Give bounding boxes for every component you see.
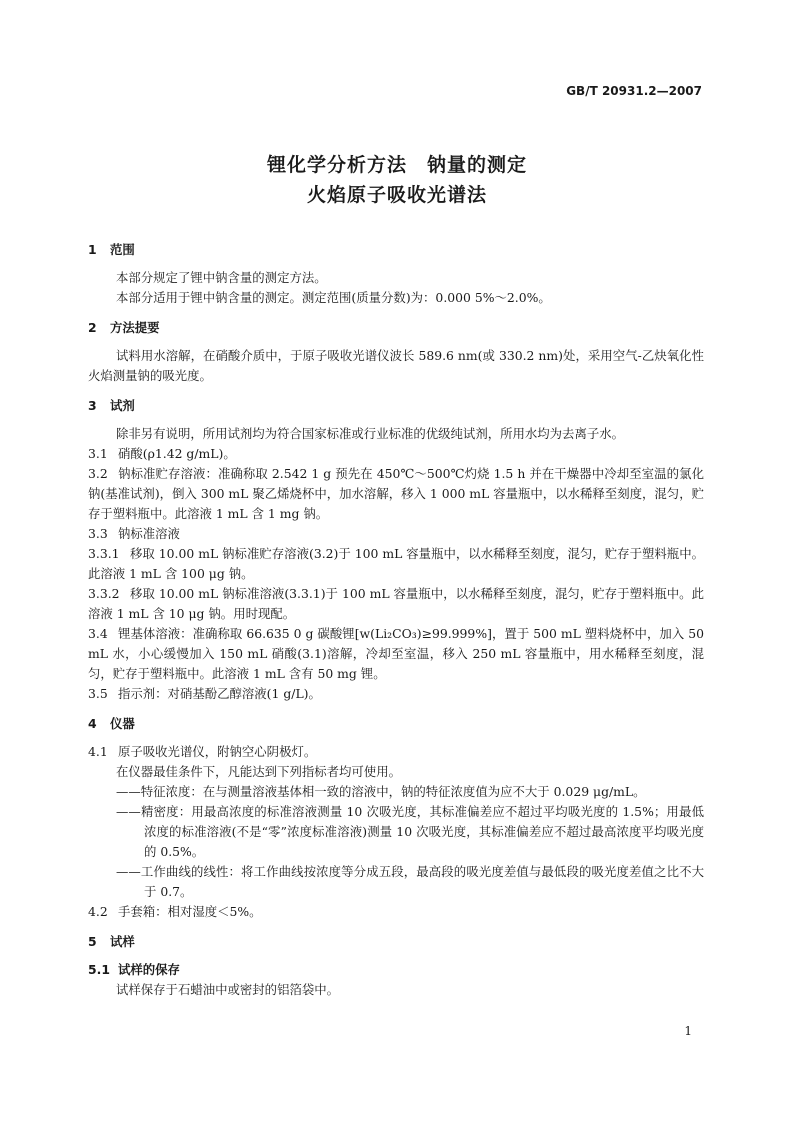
clause-4-2: 4.2 手套箱：相对湿度＜5%。	[88, 904, 262, 919]
document-title: 锂化学分析方法 钠量的测定	[266, 154, 527, 176]
requirement-item: ——精密度：用最高浓度的标准溶液测量 10 次吸光度，其标准偏差应不超过平均吸光度的 1.5%；用最低浓度的标准溶液(不是“零”浓度标准溶液)测量 10 次吸光度，其标准偏差应不超过最高浓度平均吸光度的 0.5%。	[116, 804, 704, 859]
clause-3-1: 3.1 硝酸(ρ1.42 g/mL)。	[88, 446, 236, 461]
clause-4-1: 4.1 原子吸收光谱仪，附钠空心阴极灯。	[88, 744, 317, 759]
section-heading-apparatus: 4 仪器	[88, 716, 135, 731]
clause-3-2: 3.2 钠标准贮存溶液：准确称取 2.542 1 g 预先在 450℃～500℃灼烧 1.5 h 并在干燥器中冷却至室温的氯化钠(基准试剂)，倒入 300 mL 聚乙烯烧杯中，加水溶解，移入 1 000 mL 容量瓶中，以水稀释至刻度，混匀，贮存于塑料瓶中。此溶液 1 mL 含 1 mg 钠。	[88, 466, 704, 521]
document-body	[88, 240, 704, 1000]
subsection-heading-storage: 5.1 试样的保存	[88, 962, 180, 977]
section-heading-method: 2 方法提要	[88, 320, 160, 335]
requirement-item: ——特征浓度：在与测量溶液基体相一致的溶液中，钠的特征浓度值为应不大于 0.029 μg/mL。	[116, 784, 646, 799]
paragraph: 试料用水溶解，在硝酸介质中，于原子吸收光谱仪波长 589.6 nm(或 330.2 nm)处，采用空气-乙炔氧化性火焰测量钠的吸光度。	[88, 348, 704, 383]
section-heading-sample: 5 试样	[88, 934, 135, 949]
paragraph: 除非另有说明，所用试剂均为符合国家标准或行业标准的优级纯试剂，所用水均为去离子水。	[116, 426, 625, 441]
paragraph: 在仪器最佳条件下，凡能达到下列指标者均可使用。	[116, 764, 401, 779]
clause-3-5: 3.5 指示剂：对硝基酚乙醇溶液(1 g/L)。	[88, 686, 321, 701]
clause-3-3: 3.3 钠标准溶液	[88, 526, 180, 541]
clause-3-3-1: 3.3.1 移取 10.00 mL 钠标准贮存溶液(3.2)于 100 mL 容量瓶中，以水稀释至刻度，混匀，贮存于塑料瓶中。此溶液 1 mL 含 100 μg 钠。	[88, 546, 704, 581]
document-subtitle: 火焰原子吸收光谱法	[306, 184, 487, 206]
clause-3-4: 3.4 锂基体溶液：准确称取 66.635 0 g 碳酸锂[w(Li₂CO₃)≥99.999%]，置于 500 mL 塑料烧杯中，加入 50 mL 水，小心缓慢加入 150 mL 硝酸(3.1)溶解，冷却至室温，移入 250 mL 容量瓶中，用水稀释至刻度，混匀，贮存于塑料瓶中。此溶液 1 mL 含有 50 mg 锂。	[88, 626, 704, 681]
paragraph: 本部分规定了锂中钠含量的测定方法。	[116, 270, 327, 285]
requirement-item: ——工作曲线的线性：将工作曲线按浓度等分成五段，最高段的吸光度差值与最低段的吸光度差值之比不大于 0.7。	[116, 864, 704, 899]
standard-number: GB/T 20931.2—2007	[566, 84, 702, 98]
paragraph: 本部分适用于锂中钠含量的测定。测定范围(质量分数)为：0.000 5%～2.0%。	[116, 290, 551, 305]
section-heading-scope: 1 范围	[88, 242, 135, 257]
section-heading-reagents: 3 试剂	[88, 398, 135, 413]
paragraph: 试样保存于石蜡油中或密封的铝箔袋中。	[116, 982, 340, 997]
clause-3-3-2: 3.3.2 移取 10.00 mL 钠标准溶液(3.3.1)于 100 mL 容量瓶中，以水稀释至刻度，混匀，贮存于塑料瓶中。此溶液 1 mL 含 10 μg 钠。用时现配。	[88, 586, 704, 621]
page-number: 1	[684, 1024, 692, 1038]
